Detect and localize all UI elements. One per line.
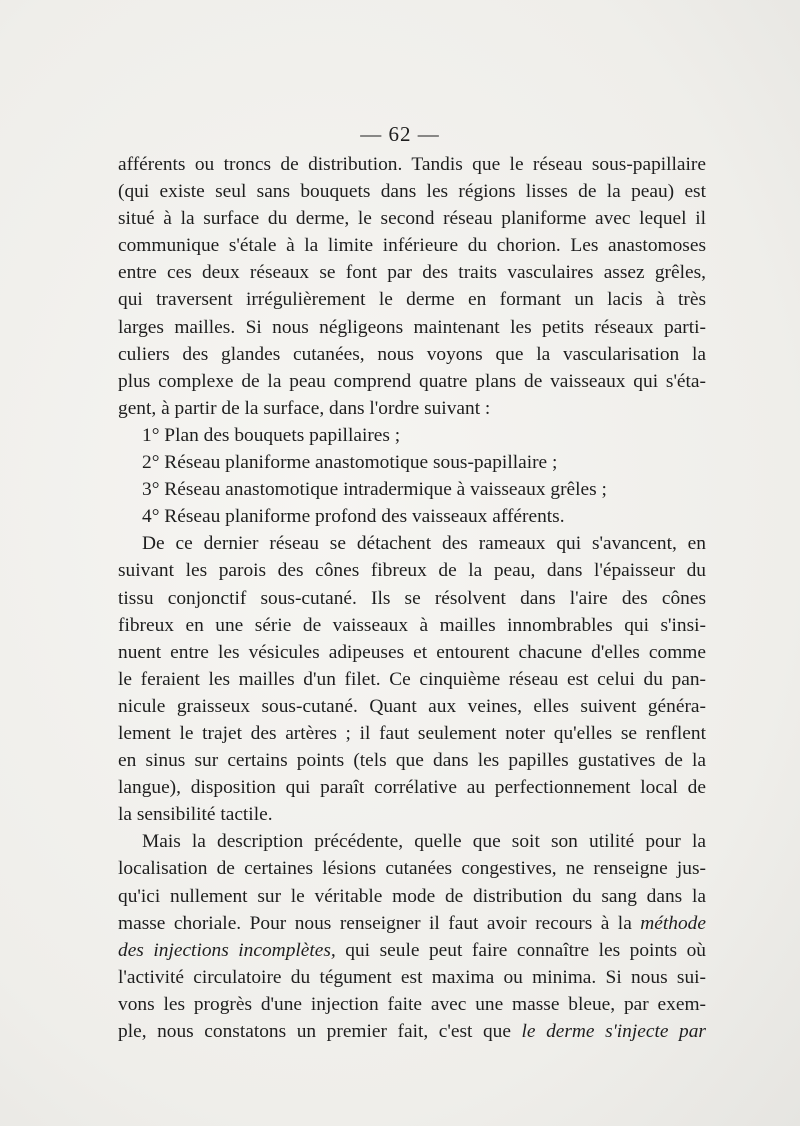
list-item: 4° Réseau planiforme profond des vaisseaux afférents. [142,506,565,528]
text-segment: masse choriale. Pour nous renseigner il faut avoir recours à la [118,912,632,934]
text-line: plus complexe de la peau comprend quatre plans de vaisseaux qui s'éta- [118,370,706,392]
text-line-with-italic [118,1018,706,1045]
text-line: le feraient les mailles d'un filet. Ce cinquième réseau est celui du pan- [118,668,706,690]
text-line-with-italic [118,910,706,937]
text-line: vons les progrès d'une injection faite avec une masse bleue, par exem- [118,993,706,1015]
italic-phrase: le derme s'injecte par [521,1021,706,1042]
text-line: lement le trajet des artères ; il faut seulement noter qu'elles se renflent [118,722,706,744]
text-line: fibreux en une série de vaisseaux à mailles innombrables qui s'insi- [118,614,706,636]
text-segment: ple, nous constatons un premier fait, c'est que [118,1021,511,1042]
text-line-with-italic [118,937,706,964]
list-item: 1° Plan des bouquets papillaires ; [142,424,401,446]
text-line: afférents ou troncs de distribution. Tandis que le réseau sous-papillaire [118,154,706,175]
text-line: (qui existe seul sans bouquets dans les régions lisses de la peau) est [118,181,706,203]
text-line: larges mailles. Si nous négligeons maintenant les petits réseaux parti- [118,316,706,338]
text-line: localisation de certaines lésions cutanées congestives, ne renseigne jus- [118,858,706,880]
text-line: la sensibilité tactile. [118,804,273,826]
text-line: situé à la surface du derme, le second réseau planiforme avec lequel il [118,208,706,230]
italic-phrase: des injections incomplètes, [118,939,336,961]
text-line: culiers des glandes cutanées, nous voyons que la vascularisation la [118,343,706,365]
text-line: suivant les parois des cônes fibreux de la peau, dans l'épaisseur du [118,560,706,582]
italic-phrase: méthode [640,912,706,934]
text-line: nuent entre les vésicules adipeuses et entourent chacune d'elles comme [118,641,706,663]
text-line: tissu conjonctif sous-cutané. Ils se résolvent dans l'aire des cônes [118,587,706,609]
text-line: langue), disposition qui paraît corrélative au perfectionnement local de [118,777,706,799]
text-line: entre ces deux réseaux se font par des traits vasculaires assez grêles, [118,262,706,284]
list-item: 2° Réseau planiforme anastomotique sous-papillaire ; [142,452,558,474]
text-line: qui traversent irrégulièrement le derme en formant un lacis à très [118,289,706,311]
text-line: communique s'étale à la limite inférieure du chorion. Les anastomoses [118,235,706,257]
body-text [118,151,706,1045]
text-line: en sinus sur certains points (tels que dans les papilles gustatives de la [118,750,706,772]
text-line: Mais la description précédente, quelle que soit son utilité pour la [142,831,706,853]
text-line: qu'ici nullement sur le véritable mode de distribution du sang dans la [118,885,706,907]
text-segment: qui seule peut faire connaître les points où [335,939,706,961]
list-item: 3° Réseau anastomotique intradermique à vaisseaux grêles ; [142,479,607,501]
text-line: De ce dernier réseau se détachent des rameaux qui s'avancent, en [142,533,706,555]
text-line: gent, à partir de la surface, dans l'ordre suivant : [118,397,491,419]
text-line: nicule graisseux sous-cutané. Quant aux veines, elles suivent généra- [118,695,706,717]
page-number: — 62 — [360,122,440,146]
text-line: l'activité circulatoire du tégument est maxima ou minima. Si nous sui- [118,966,706,988]
